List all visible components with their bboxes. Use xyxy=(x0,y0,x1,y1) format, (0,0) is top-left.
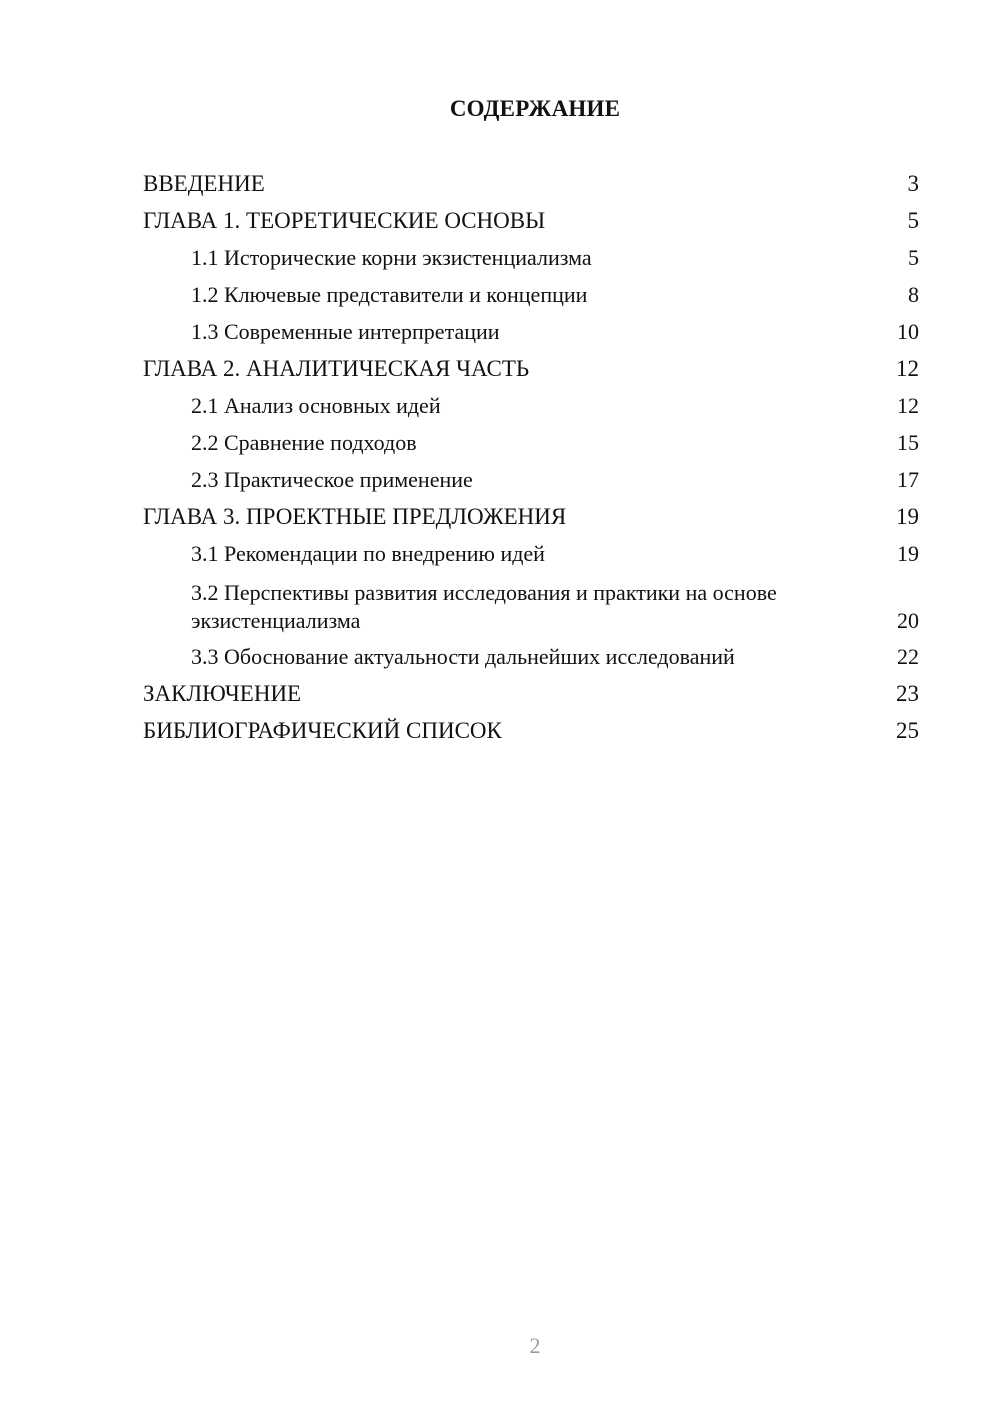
page-number: 2 xyxy=(529,1333,541,1358)
toc-entry-page: 10 xyxy=(897,319,919,344)
toc-entry-page: 17 xyxy=(897,467,919,492)
toc-entry-page: 5 xyxy=(908,245,919,270)
toc-entry-section-2-1[interactable] xyxy=(143,387,919,424)
toc-entry-chapter-1[interactable] xyxy=(143,202,919,239)
toc-entry-introduction[interactable] xyxy=(143,165,919,202)
toc-entry-text: 1.2 Ключевые представители и концепции xyxy=(191,282,588,307)
toc-entry-text: 3.2 Перспективы развития исследования и практики на основе экзистенциализма xyxy=(191,580,777,633)
toc-entry-section-2-2[interactable] xyxy=(143,424,919,461)
toc-entry-text: ВВЕДЕНИЕ xyxy=(143,171,265,196)
toc-entry-section-1-3[interactable] xyxy=(143,313,919,350)
toc-entry-text: БИБЛИОГРАФИЧЕСКИЙ СПИСОК xyxy=(143,718,502,743)
toc-entry-section-2-3[interactable] xyxy=(143,461,919,498)
toc-entry-text: ГЛАВА 3. ПРОЕКТНЫЕ ПРЕДЛОЖЕНИЯ xyxy=(143,504,567,529)
toc-entry-page: 23 xyxy=(896,681,919,706)
toc-entry-page: 3 xyxy=(907,171,919,196)
toc-entry-text: 3.1 Рекомендации по внедрению идей xyxy=(191,541,545,566)
toc-entry-section-3-2[interactable] xyxy=(143,572,919,638)
toc-entry-chapter-2[interactable] xyxy=(143,350,919,387)
toc-entry-section-3-1[interactable] xyxy=(143,535,919,572)
toc-entry-page: 20 xyxy=(897,608,919,633)
toc-entry-text: 2.1 Анализ основных идей xyxy=(191,393,441,418)
toc-entry-text: 1.3 Современные интерпретации xyxy=(191,319,500,344)
page-title: СОДЕРЖАНИЕ xyxy=(449,96,621,121)
toc-entry-page: 5 xyxy=(907,208,919,233)
toc-entry-section-3-3[interactable] xyxy=(143,638,919,675)
toc-entry-text: 1.1 Исторические корни экзистенциализма xyxy=(191,245,592,270)
toc-entry-text: ГЛАВА 1. ТЕОРЕТИЧЕСКИЕ ОСНОВЫ xyxy=(143,208,546,233)
toc-entry-text: ЗАКЛЮЧЕНИЕ xyxy=(143,681,302,706)
toc-entry-section-1-2[interactable] xyxy=(143,276,919,313)
toc-entry-bibliography[interactable] xyxy=(143,712,919,749)
toc-entry-section-1-1[interactable] xyxy=(143,239,919,276)
toc-entry-conclusion[interactable] xyxy=(143,675,919,712)
toc-entry-page: 12 xyxy=(897,393,919,418)
toc-entry-text: 3.3 Обоснование актуальности дальнейших исследований xyxy=(191,644,735,669)
toc-entry-page: 25 xyxy=(896,718,919,743)
toc-entry-page: 12 xyxy=(896,356,919,381)
toc-entry-page: 22 xyxy=(897,644,919,669)
toc-entry-chapter-3[interactable] xyxy=(143,498,919,535)
toc-entry-page: 19 xyxy=(897,541,919,566)
toc-entry-page: 15 xyxy=(897,430,919,455)
toc-entry-text: ГЛАВА 2. АНАЛИТИЧЕСКАЯ ЧАСТЬ xyxy=(143,356,530,381)
table-of-contents xyxy=(143,165,919,749)
toc-entry-page: 8 xyxy=(908,282,919,307)
toc-entry-text: 2.3 Практическое применение xyxy=(191,467,473,492)
toc-entry-text: 2.2 Сравнение подходов xyxy=(191,430,417,455)
toc-entry-page: 19 xyxy=(896,504,919,529)
